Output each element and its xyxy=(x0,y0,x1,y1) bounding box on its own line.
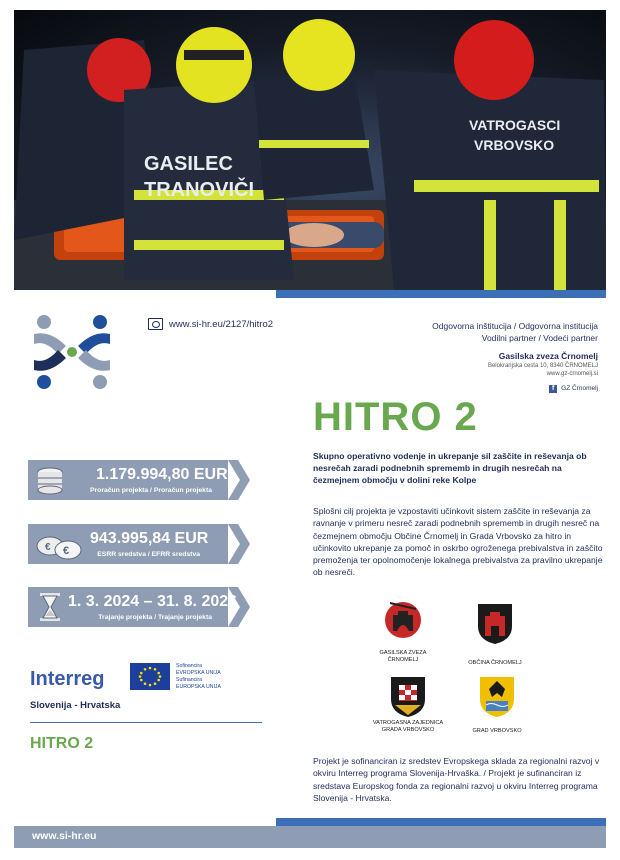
hero-accent-bar xyxy=(276,290,606,298)
svg-text:€: € xyxy=(45,542,51,553)
obcina-crnomelj-emblem xyxy=(472,600,518,646)
partner-gz-line1: GASILSKA ZVEZA xyxy=(379,650,427,656)
eu-line-4: EUROPSKA UNIJA xyxy=(176,684,221,690)
project-title: HITRO 2 xyxy=(313,395,478,439)
grad-vrbovsko-emblem xyxy=(474,673,520,719)
eu-line-2: EVROPSKA UNIJA xyxy=(176,670,221,676)
jacket-text-vatrogasci: VATROGASCI xyxy=(469,117,561,133)
jacket-text-vrbovsko: VRBOVSKO xyxy=(474,137,555,153)
partner-label-vzgv xyxy=(368,720,448,734)
hourglass-icon xyxy=(34,591,66,623)
lead-partner-label: Vodilni partner / Vodeći partner xyxy=(481,333,598,343)
budget-label: Proračun projekta / Proračun projekta xyxy=(89,487,212,494)
eu-cofinancing-text xyxy=(176,663,221,691)
jacket-text-gasilec: GASILEC xyxy=(144,153,233,175)
eu-flag-icon xyxy=(130,663,170,690)
project-website-link[interactable] xyxy=(148,318,273,330)
project-short-name: HITRO 2 xyxy=(30,735,94,752)
footer-accent-bar xyxy=(276,818,606,826)
footer-bar xyxy=(14,826,606,848)
interreg-logo: Interreg xyxy=(30,668,105,690)
responsible-label: Odgovorna inštitucija / Odgovorna institucija xyxy=(432,321,598,331)
facebook-link[interactable] xyxy=(432,383,598,395)
duration-label: Trajanje projekta / Trajanje projekta xyxy=(98,614,212,621)
erdf-bar xyxy=(28,524,252,564)
facebook-label: GZ Črnomelj xyxy=(561,385,598,392)
hero-photo xyxy=(14,10,606,290)
gasilska-zveza-emblem xyxy=(380,595,426,641)
svg-text:€: € xyxy=(63,545,70,557)
project-description: Splošni cilj projekta je vzpostaviti učinkovit sistem zaščite in reševanja za ravnanje v primeru nesreč zaradi podnebnih sprememb in drugih nesreč na čezmejnem območju Občine Črnomelj in Grada Vrbovsko za hitro in učinkovito ukrepanje za pomoč in oskrbo ogroženega prebivalstva in zaščito premoženja ter opolnomočenje lokalnega prebivalstva za pravilno ukrepanje ob nesreči. xyxy=(313,506,603,578)
partner-label-gz xyxy=(368,650,438,664)
partner-gz-line2: ČRNOMELJ xyxy=(387,657,419,663)
eu-line-1: Sofinancira xyxy=(176,663,202,669)
euro-coins-icon xyxy=(34,528,82,560)
eu-line-3: Sufinancira xyxy=(176,677,202,683)
footer-website-link[interactable]: www.si-hr.eu xyxy=(32,830,97,842)
partner-name: Gasilska zveza Črnomelj xyxy=(498,351,598,361)
duration-value: 1. 3. 2024 – 31. 8. 2026 xyxy=(68,593,238,610)
monitor-icon xyxy=(148,318,163,330)
program-region: Slovenija - Hrvatska xyxy=(30,700,121,711)
budget-value: 1.179.994,80 EUR xyxy=(96,466,228,483)
facebook-icon: f xyxy=(549,385,557,393)
partner-vzgv-line2: GRADA VRBOVSKO xyxy=(381,727,435,733)
partner-vzgv-line1: VATROGASNA ZAJEDNICA xyxy=(372,720,444,726)
responsible-institution-block xyxy=(432,320,598,395)
funding-statement: Projekt je sofinanciran iz sredstev Evropskega sklada za regionalni razvoj v okviru Interreg programa Slovenija-Hrvaška. / Projekt je sufinanciran iz sredstava Europskog fonda za regionalni razvoj u okviru Interreg programa Slovenija - Hrvatska. xyxy=(313,756,600,803)
partner-label-grad: GRAD VRBOVSKO xyxy=(472,728,522,734)
divider xyxy=(30,722,262,723)
partner-address: Belokranjska cesta 10, 8340 ČRNOMELJ xyxy=(487,363,598,369)
erdf-label: ESRR sredstva / EFRR sredstva xyxy=(97,551,200,558)
project-website-text: www.si-hr.eu/2127/hitro2 xyxy=(169,318,274,330)
erdf-value: 943.995,84 EUR xyxy=(90,530,209,547)
project-subtitle: Skupno operativno vodenje in ukrepanje sil zaščite in reševanja ob nesrečah zaradi podnebnih sprememb in drugih nesrečah na čezmejnem območju v dolini reke Kolpe xyxy=(313,451,587,485)
budget-bar xyxy=(28,460,252,500)
vatrogasna-zajednica-emblem xyxy=(385,673,431,719)
jacket-text-tranovici: TRANOVIČI xyxy=(144,179,254,201)
partner-web[interactable]: www.gz-crnomelj.si xyxy=(546,371,598,377)
program-logo xyxy=(30,310,114,394)
duration-bar xyxy=(28,587,252,627)
coins-icon xyxy=(34,464,66,496)
partner-label-obcina: OBČINA ČRNOMELJ xyxy=(468,660,522,666)
